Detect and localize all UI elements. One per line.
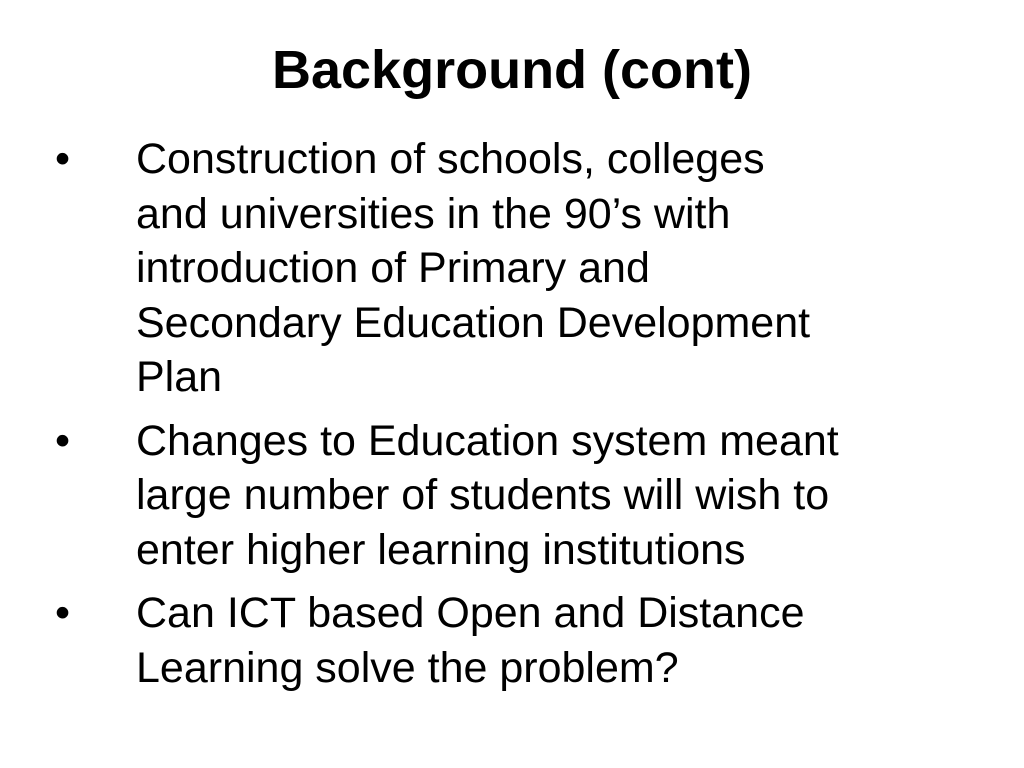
- bullet-text: [136, 414, 984, 578]
- bullet-line: Plan: [136, 353, 223, 401]
- bullet-line: enter higher learning institutions: [136, 525, 746, 574]
- bullet-line: and universities in the 90’s with: [136, 189, 731, 238]
- bullet-line: large number of students will wish to: [136, 471, 830, 519]
- bullet-line: Construction of schools, colleges: [136, 135, 765, 183]
- slide-title: Background (cont): [272, 40, 752, 100]
- bullet-item: [0, 414, 1024, 578]
- bullet-line: Secondary Education Development: [136, 298, 811, 347]
- bullet-marker: •: [55, 135, 71, 183]
- bullet-item: [0, 586, 1024, 695]
- bullet-list: [0, 132, 1024, 704]
- bullet-text: [136, 586, 984, 695]
- bullet-item: [0, 132, 1024, 405]
- bullet-line: Learning solve the problem?: [136, 643, 679, 692]
- bullet-marker: •: [55, 589, 71, 637]
- bullet-line: Changes to Education system meant: [136, 416, 839, 465]
- bullet-line: introduction of Primary and: [136, 244, 650, 292]
- bullet-line: Can ICT based Open and Distance: [136, 589, 805, 637]
- bullet-text: [136, 132, 984, 405]
- bullet-marker: •: [55, 416, 71, 465]
